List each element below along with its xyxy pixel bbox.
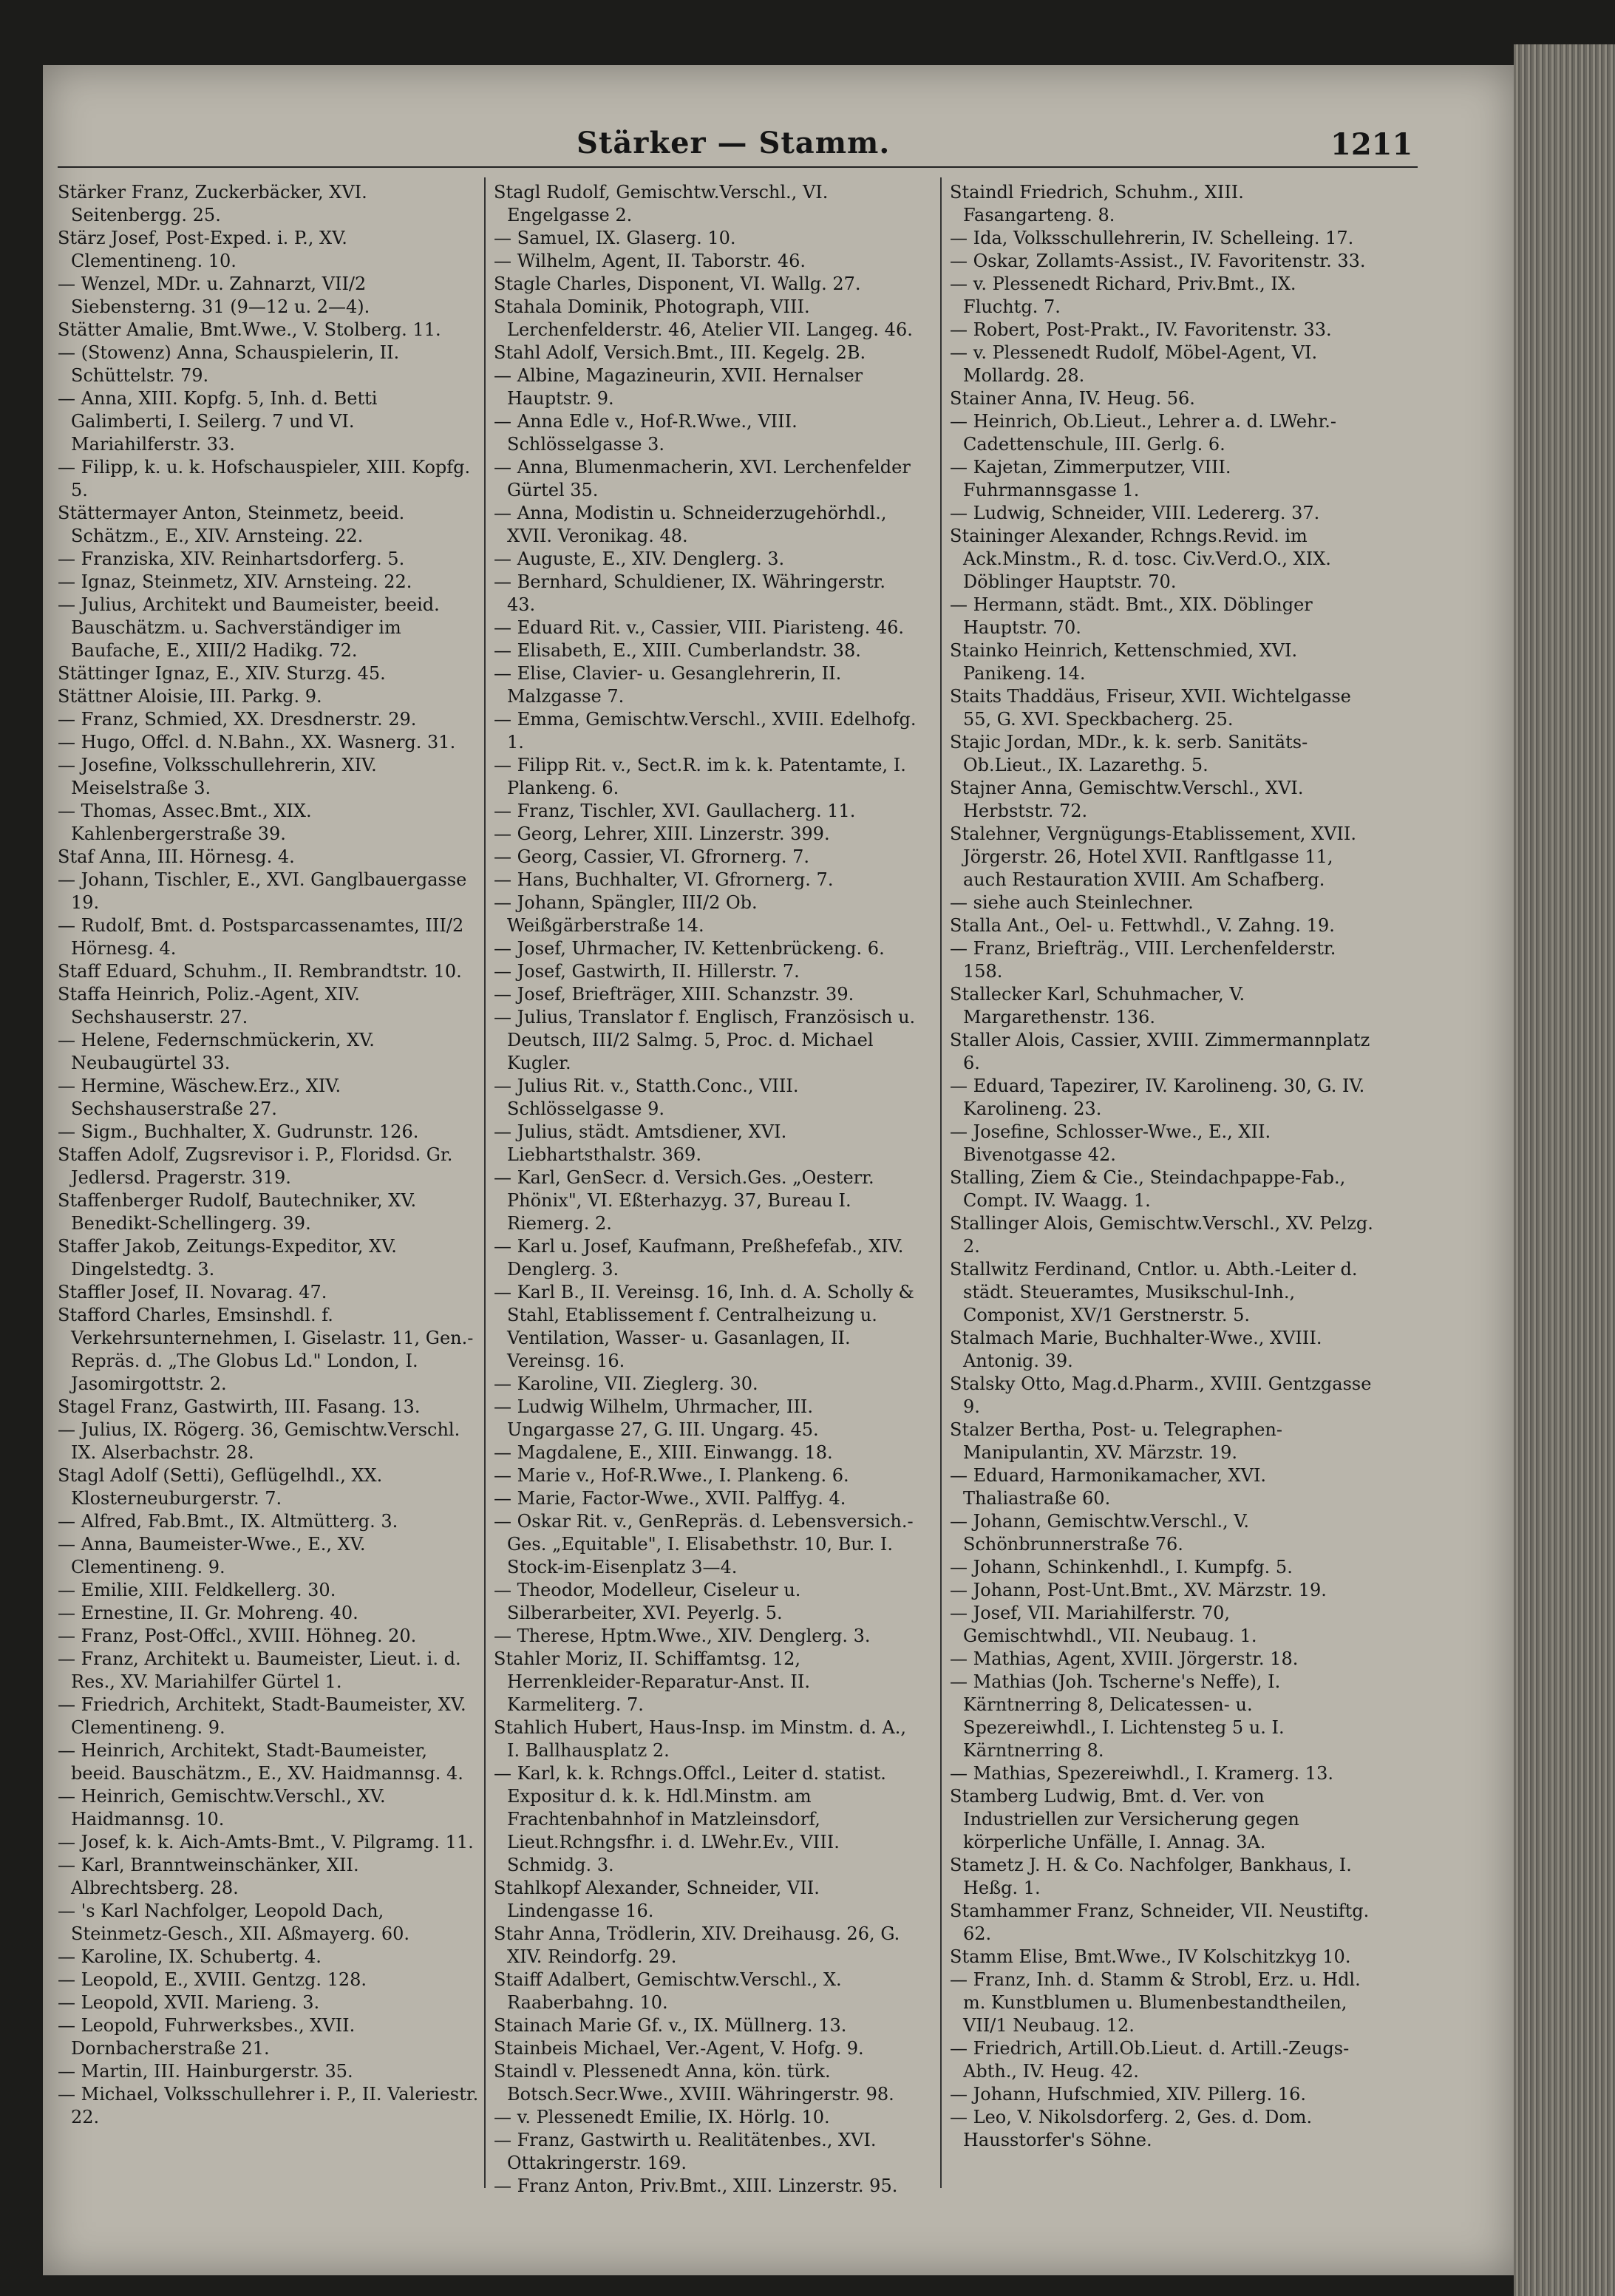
directory-entry: Staffenberger Rudolf, Bautechniker, XV. Benedikt-Schellingerg. 39.: [58, 1190, 417, 1234]
directory-entry: — Franz, Post-Offcl., XVIII. Höhneg. 20.: [58, 1626, 417, 1646]
directory-entry: — Franz, Tischler, XVI. Gaullacherg. 11.: [494, 801, 856, 821]
directory-entry: — Michael, Volksschullehrer i. P., II. Valeriestr. 22.: [58, 2084, 479, 2127]
directory-entry: Stajic Jordan, MDr., k. k. serb. Sanitäts-Ob.Lieut., IX. Lazarethg. 5.: [950, 732, 1308, 775]
directory-entry: — v. Plessenedt Richard, Priv.Bmt., IX. Fluchtg. 7.: [950, 274, 1296, 317]
directory-entry: — Georg, Lehrer, XIII. Linzerstr. 399.: [494, 823, 830, 844]
directory-entry: — Eduard, Harmonikamacher, XVI. Thaliastraße 60.: [950, 1465, 1267, 1509]
directory-entry: Stättermayer Anton, Steinmetz, beeid. Schätzm., E., XIV. Arnsteing. 22.: [58, 503, 405, 546]
directory-entry: Stamberg Ludwig, Bmt. d. Ver. von Industriellen zur Versicherung gegen körperliche Unfälle, I. Annag. 3A.: [950, 1786, 1299, 1852]
directory-entry: — Leopold, XVII. Marieng. 3.: [58, 1992, 320, 2013]
directory-entry: — Hugo, Offcl. d. N.Bahn., XX. Wasnerg. 31.: [58, 732, 456, 753]
directory-entry: — Karoline, VII. Zieglerg. 30.: [494, 1373, 758, 1394]
directory-entry: Stallecker Karl, Schuhmacher, V. Margarethenstr. 136.: [950, 984, 1245, 1028]
directory-entry: — Robert, Post-Prakt., IV. Favoritenstr. 33.: [950, 319, 1332, 340]
directory-entry: Stärker Franz, Zuckerbäcker, XVI. Seitenbergg. 25.: [58, 182, 367, 225]
book-page-edges: [1514, 44, 1615, 2296]
directory-entry: — Johann, Spängler, III/2 Ob. Weißgärberstraße 14.: [494, 892, 758, 936]
directory-entry: — Oskar Rit. v., GenRepräs. d. Lebensversich.-Ges. „Equitable", I. Elisabethstr. 10, Bur. I. Stock-im-Eisenplatz 3—4.: [494, 1511, 914, 1577]
directory-entry: — siehe auch Steinlechner.: [950, 892, 1194, 913]
directory-entry: — Samuel, IX. Glaserg. 10.: [494, 228, 736, 248]
directory-entry: — Hermine, Wäschew.Erz., XIV. Sechshauserstraße 27.: [58, 1076, 341, 1119]
directory-entry: Staindl Friedrich, Schuhm., XIII. Fasangarteng. 8.: [950, 182, 1244, 225]
directory-entry: Stahler Moriz, II. Schiffamtsg. 12, Herrenkleider-Reparatur-Anst. II. Karmeliterg. 7.: [494, 1648, 810, 1715]
directory-entry: — Leopold, Fuhrwerksbes., XVII. Dornbacherstraße 21.: [58, 2015, 356, 2059]
directory-entry: — Magdalene, E., XIII. Einwangg. 18.: [494, 1442, 833, 1463]
directory-entry: Stärz Josef, Post-Exped. i. P., XV. Clementineng. 10.: [58, 228, 347, 271]
directory-entry: — Karl u. Josef, Kaufmann, Preßhefefab., XIV. Denglerg. 3.: [494, 1236, 904, 1280]
directory-entry: — Friedrich, Architekt, Stadt-Baumeister, XV. Clementineng. 9.: [58, 1694, 466, 1738]
directory-entry: — Bernhard, Schuldiener, IX. Währingerstr. 43.: [494, 571, 885, 615]
directory-entry: Staffa Heinrich, Poliz.-Agent, XIV. Sechshauserstr. 27.: [58, 984, 360, 1028]
directory-entry: — Mathias, Agent, XVIII. Jörgerstr. 18.: [950, 1648, 1299, 1669]
directory-column-2: [494, 181, 919, 2198]
directory-entry: Staf Anna, III. Hörnesg. 4.: [58, 846, 295, 867]
directory-entry: Staffen Adolf, Zugsrevisor i. P., Floridsd. Gr. Jedlersd. Pragerstr. 319.: [58, 1144, 453, 1188]
directory-entry: — Franz, Gastwirth u. Realitätenbes., XVI. Ottakringerstr. 169.: [494, 2130, 877, 2173]
directory-column-1: [58, 181, 483, 2129]
directory-entry: — Leopold, E., XVIII. Gentzg. 128.: [58, 1969, 367, 1990]
directory-entry: — Franz, Schmied, XX. Dresdnerstr. 29.: [58, 709, 417, 730]
directory-entry: — Mathias, Spezereiwhdl., I. Kramerg. 13.: [950, 1763, 1333, 1784]
directory-entry: — Martin, III. Hainburgerstr. 35.: [58, 2061, 353, 2082]
directory-entry: — Alfred, Fab.Bmt., IX. Altmütterg. 3.: [58, 1511, 398, 1532]
directory-entry: Staits Thaddäus, Friseur, XVII. Wichtelgasse 55, G. XVI. Speckbacherg. 25.: [950, 686, 1351, 730]
directory-entry: Stalmach Marie, Buchhalter-Wwe., XVIII. Antonig. 39.: [950, 1328, 1322, 1371]
directory-entry: — Theodor, Modelleur, Ciseleur u. Silberarbeiter, XVI. Peyerlg. 5.: [494, 1580, 801, 1623]
directory-entry: — Karl B., II. Vereinsg. 16, Inh. d. A. Scholly & Stahl, Etablissement f. Centralheizung u. Ventilation, Wasser- u. Gasanlagen, II. Vereinsg. 16.: [494, 1282, 914, 1371]
column-separator: [484, 177, 486, 2188]
directory-entry: — Josef, VII. Mariahilferstr. 70, Gemischtwhdl., VII. Neubaug. 1.: [950, 1603, 1257, 1646]
directory-entry: — Kajetan, Zimmerputzer, VIII. Fuhrmannsgasse 1.: [950, 457, 1231, 500]
directory-entry: Stamm Elise, Bmt.Wwe., IV Kolschitzkyg 10.: [950, 1946, 1351, 1967]
directory-entry: Stagl Rudolf, Gemischtw.Verschl., VI. Engelgasse 2.: [494, 182, 829, 225]
directory-entry: — Wenzel, MDr. u. Zahnarzt, VII/2 Siebensterng. 31 (9—12 u. 2—4).: [58, 274, 370, 317]
directory-entry: — Johann, Hufschmied, XIV. Pillerg. 16.: [950, 2084, 1306, 2105]
directory-entry: Staff Eduard, Schuhm., II. Rembrandtstr. 10.: [58, 961, 462, 982]
directory-entry: — Georg, Cassier, VI. Gfrornerg. 7.: [494, 846, 809, 867]
directory-entry: — Filipp Rit. v., Sect.R. im k. k. Patentamte, I. Plankeng. 6.: [494, 755, 906, 798]
directory-entry: — v. Plessenedt Rudolf, Möbel-Agent, VI. Mollardg. 28.: [950, 342, 1318, 386]
directory-entry: Stahlich Hubert, Haus-Insp. im Minstm. d. A., I. Ballhausplatz 2.: [494, 1717, 907, 1761]
directory-entry: — Franz, Inh. d. Stamm & Strobl, Erz. u. Hdl. m. Kunstblumen u. Blumenbestandtheilen, VII/1 Neubaug. 12.: [950, 1969, 1361, 2036]
directory-column-3: [950, 181, 1375, 2152]
directory-entry: — Franz, Briefträg., VIII. Lerchenfelderstr. 158.: [950, 938, 1336, 982]
directory-entry: Stainbeis Michael, Ver.-Agent, V. Hofg. 9.: [494, 2038, 864, 2059]
page-number: 1211: [1330, 127, 1413, 162]
directory-entry: — Rudolf, Bmt. d. Postsparcassenamtes, III/2 Hörnesg. 4.: [58, 915, 464, 959]
directory-entry: — Heinrich, Gemischtw.Verschl., XV. Haidmannsg. 10.: [58, 1786, 386, 1830]
directory-entry: Stallinger Alois, Gemischtw.Verschl., XV. Pelzg. 2.: [950, 1213, 1373, 1257]
directory-entry: — v. Plessenedt Emilie, IX. Hörlg. 10.: [494, 2107, 830, 2127]
directory-entry: — Eduard, Tapezirer, IV. Karolineng. 30, G. IV. Karolineng. 23.: [950, 1076, 1365, 1119]
directory-entry: — Karl, Branntweinschänker, XII. Albrechtsberg. 28.: [58, 1855, 359, 1898]
directory-entry: — Leo, V. Nikolsdorferg. 2, Ges. d. Dom. Hausstorfer's Söhne.: [950, 2107, 1313, 2150]
directory-entry: — 's Karl Nachfolger, Leopold Dach, Steinmetz-Gesch., XII. Aßmayerg. 60.: [58, 1901, 410, 1944]
directory-entry: — Oskar, Zollamts-Assist., IV. Favoritenstr. 33.: [950, 251, 1366, 271]
directory-entry: — Ludwig, Schneider, VIII. Ledererg. 37.: [950, 503, 1320, 523]
directory-entry: Staller Alois, Cassier, XVIII. Zimmermannplatz 6.: [950, 1030, 1370, 1073]
directory-entry: — Hermann, städt. Bmt., XIX. Döblinger Hauptstr. 70.: [950, 594, 1313, 638]
directory-entry: — Emilie, XIII. Feldkellerg. 30.: [58, 1580, 336, 1600]
directory-entry: Staffler Josef, II. Novarag. 47.: [58, 1282, 327, 1302]
directory-entry: — Julius, IX. Rögerg. 36, Gemischtw.Verschl. IX. Alserbachstr. 28.: [58, 1419, 460, 1463]
directory-entry: — Albine, Magazineurin, XVII. Hernalser Hauptstr. 9.: [494, 365, 863, 409]
directory-entry: Staindl v. Plessenedt Anna, kön. türk. Botsch.Secr.Wwe., XVIII. Währingerstr. 98.: [494, 2061, 894, 2105]
directory-entry: Stagl Adolf (Setti), Geflügelhdl., XX. Klosterneuburgerstr. 7.: [58, 1465, 383, 1509]
directory-entry: Stalsky Otto, Mag.d.Pharm., XVIII. Gentzgasse 9.: [950, 1373, 1372, 1417]
directory-entry: — Josef, Briefträger, XIII. Schanzstr. 39.: [494, 984, 854, 1005]
directory-entry: — Emma, Gemischtw.Verschl., XVIII. Edelhofg. 1.: [494, 709, 917, 753]
directory-entry: — Heinrich, Ob.Lieut., Lehrer a. d. LWehr.-Cadettenschule, III. Gerlg. 6.: [950, 411, 1337, 455]
directory-entry: — Eduard Rit. v., Cassier, VIII. Piaristeng. 46.: [494, 617, 904, 638]
directory-entry: — Marie v., Hof-R.Wwe., I. Plankeng. 6.: [494, 1465, 849, 1486]
directory-entry: — Mathias (Joh. Tscherne's Neffe), I. Kärntnerring 8, Delicatessen- u. Spezereiwhdl., I. Lichtensteg 5 u. I. Kärntnerring 8.: [950, 1671, 1285, 1761]
directory-entry: — Ludwig Wilhelm, Uhrmacher, III. Ungargasse 27, G. III. Ungarg. 45.: [494, 1396, 819, 1440]
header-rule: [58, 166, 1418, 168]
directory-entry: — Josef, k. k. Aich-Amts-Bmt., V. Pilgramg. 11.: [58, 1832, 474, 1852]
directory-entry: — (Stowenz) Anna, Schauspielerin, II. Schüttelstr. 79.: [58, 342, 400, 386]
directory-entry: — Therese, Hptm.Wwe., XIV. Denglerg. 3.: [494, 1626, 871, 1646]
directory-entry: — Julius, Translator f. Englisch, Französisch u. Deutsch, III/2 Salmg. 5, Proc. d. Michael Kugler.: [494, 1007, 916, 1073]
directory-entry: Stamhammer Franz, Schneider, VII. Neustiftg. 62.: [950, 1901, 1370, 1944]
directory-entry: — Johann, Gemischtw.Verschl., V. Schönbrunnerstraße 76.: [950, 1511, 1249, 1555]
directory-entry: — Josefine, Schlosser-Wwe., E., XII. Bivenotgasse 42.: [950, 1121, 1271, 1165]
directory-entry: Stättner Aloisie, III. Parkg. 9.: [58, 686, 322, 707]
directory-entry: — Johann, Post-Unt.Bmt., XV. Märzstr. 19.: [950, 1580, 1327, 1600]
directory-entry: — Thomas, Assec.Bmt., XIX. Kahlenbergerstraße 39.: [58, 801, 312, 844]
directory-entry: Stainer Anna, IV. Heug. 56.: [950, 388, 1195, 409]
directory-entry: — Julius Rit. v., Statth.Conc., VIII. Schlösselgasse 9.: [494, 1076, 799, 1119]
directory-entry: — Elise, Clavier- u. Gesanglehrerin, II. Malzgasse 7.: [494, 663, 842, 707]
directory-entry: Staiff Adalbert, Gemischtw.Verschl., X. Raaberbahng. 10.: [494, 1969, 842, 2013]
directory-entry: — Josef, Uhrmacher, IV. Kettenbrückeng. 6.: [494, 938, 885, 959]
directory-entry: — Anna, XIII. Kopfg. 5, Inh. d. Betti Galimberti, I. Seilerg. 7 und VI. Mariahilferstr. 33.: [58, 388, 378, 455]
directory-entry: Stahala Dominik, Photograph, VIII. Lerchenfelderstr. 46, Atelier VII. Langeg. 46.: [494, 296, 913, 340]
directory-entry: — Johann, Tischler, E., XVI. Ganglbauergasse 19.: [58, 869, 467, 913]
directory-entry: — Ernestine, II. Gr. Mohreng. 40.: [58, 1603, 358, 1623]
directory-entry: — Helene, Federnschmückerin, XV. Neubaugürtel 33.: [58, 1030, 375, 1073]
directory-entry: — Josef, Gastwirth, II. Hillerstr. 7.: [494, 961, 800, 982]
directory-entry: — Karl, k. k. Rchngs.Offcl., Leiter d. statist. Expositur d. k. k. Hdl.Minstm. am Frachtenbahnhof in Matzleinsdorf, Lieut.Rchngsfhr. i. d. LWehr.Ev., VIII. Schmidg. 3.: [494, 1763, 886, 1875]
directory-entry: — Ida, Volksschullehrerin, IV. Schelleing. 17.: [950, 228, 1354, 248]
directory-entry: Stametz J. H. & Co. Nachfolger, Bankhaus, I. Heßg. 1.: [950, 1855, 1352, 1898]
directory-entry: Stajner Anna, Gemischtw.Verschl., XVI. Herbststr. 72.: [950, 778, 1304, 821]
directory-entry: — Filipp, k. u. k. Hofschauspieler, XIII. Kopfg. 5.: [58, 457, 471, 500]
directory-entry: Stagel Franz, Gastwirth, III. Fasang. 13.: [58, 1396, 421, 1417]
directory-entry: — Elisabeth, E., XIII. Cumberlandstr. 38.: [494, 640, 861, 661]
directory-entry: — Johann, Schinkenhdl., I. Kumpfg. 5.: [950, 1557, 1293, 1577]
directory-entry: Stahr Anna, Trödlerin, XIV. Dreihausg. 26, G. XIV. Reindorfg. 29.: [494, 1923, 900, 1967]
directory-entry: — Hans, Buchhalter, VI. Gfrornerg. 7.: [494, 869, 834, 890]
directory-entry: Stahl Adolf, Versich.Bmt., III. Kegelg. 2B.: [494, 342, 866, 363]
directory-entry: Stahlkopf Alexander, Schneider, VII. Lindengasse 16.: [494, 1878, 820, 1921]
directory-entry: Stafford Charles, Emsinshdl. f. Verkehrsunternehmen, I. Giselastr. 11, Gen.-Repräs. d. „The Globus Ld." London, I. Jasomirgottstr. 2.: [58, 1305, 474, 1394]
directory-entry: — Wilhelm, Agent, II. Taborstr. 46.: [494, 251, 806, 271]
directory-entry: — Julius, städt. Amtsdiener, XVI. Liebhartsthalstr. 369.: [494, 1121, 787, 1165]
directory-entry: Stainach Marie Gf. v., IX. Müllnerg. 13.: [494, 2015, 847, 2036]
directory-entry: Stagle Charles, Disponent, VI. Wallg. 27.: [494, 274, 861, 294]
directory-entry: — Franz, Architekt u. Baumeister, Lieut. i. d. Res., XV. Mariahilfer Gürtel 1.: [58, 1648, 461, 1692]
directory-entry: — Franziska, XIV. Reinhartsdorferg. 5.: [58, 548, 405, 569]
directory-entry: — Friedrich, Artill.Ob.Lieut. d. Artill.-Zeugs-Abth., IV. Heug. 42.: [950, 2038, 1350, 2082]
directory-entry: Stalla Ant., Oel- u. Fettwhdl., V. Zahng. 19.: [950, 915, 1335, 936]
directory-entry: Staininger Alexander, Rchngs.Revid. im Ack.Minstm., R. d. tosc. Civ.Verd.O., XIX. Döblinger Hauptstr. 70.: [950, 526, 1331, 592]
directory-entry: — Julius, Architekt und Baumeister, beeid. Bauschätzm. u. Sachverständiger im Baufache, E., XIII/2 Hadikg. 72.: [58, 594, 440, 661]
directory-entry: — Auguste, E., XIV. Denglerg. 3.: [494, 548, 785, 569]
directory-entry: — Franz Anton, Priv.Bmt., XIII. Linzerstr. 95.: [494, 2176, 898, 2196]
directory-entry: Stalehner, Vergnügungs-Etablissement, XVII. Jörgerstr. 26, Hotel XVII. Ranftlgasse 11, auch Restauration XVIII. Am Schafberg.: [950, 823, 1356, 890]
directory-entry: Stätter Amalie, Bmt.Wwe., V. Stolberg. 11.: [58, 319, 441, 340]
directory-entry: — Marie, Factor-Wwe., XVII. Palffyg. 4.: [494, 1488, 846, 1509]
directory-entry: Stättinger Ignaz, E., XIV. Sturzg. 45.: [58, 663, 386, 684]
directory-entry: — Heinrich, Architekt, Stadt-Baumeister, beeid. Bauschätzm., E., XV. Haidmannsg. 4.: [58, 1740, 463, 1784]
directory-entry: — Anna, Blumenmacherin, XVI. Lerchenfelder Gürtel 35.: [494, 457, 911, 500]
directory-entry: Stallwitz Ferdinand, Cntlor. u. Abth.-Leiter d. städt. Steueramtes, Musikschul-Inh., Componist, XV/1 Gerstnerstr. 5.: [950, 1259, 1358, 1325]
directory-entry: — Karl, GenSecr. d. Versich.Ges. „Oesterr. Phönix", VI. Eßterhazyg. 37, Bureau I. Riemerg. 2.: [494, 1167, 874, 1234]
directory-entry: Stalling, Ziem & Cie., Steindachpappe-Fab., Compt. IV. Waagg. 1.: [950, 1167, 1346, 1211]
directory-entry: — Ignaz, Steinmetz, XIV. Arnsteing. 22.: [58, 571, 412, 592]
directory-entry: — Sigm., Buchhalter, X. Gudrunstr. 126.: [58, 1121, 419, 1142]
directory-entry: — Karoline, IX. Schubertg. 4.: [58, 1946, 322, 1967]
directory-entry: — Anna, Modistin u. Schneiderzugehörhdl., XVII. Veronikag. 48.: [494, 503, 887, 546]
running-head: Stärker — Stamm.: [577, 126, 891, 160]
directory-entry: — Josefine, Volksschullehrerin, XIV. Meiselstraße 3.: [58, 755, 377, 798]
column-separator: [940, 177, 942, 2188]
directory-entry: — Anna Edle v., Hof-R.Wwe., VIII. Schlösselgasse 3.: [494, 411, 798, 455]
directory-entry: — Anna, Baumeister-Wwe., E., XV. Clementineng. 9.: [58, 1534, 366, 1577]
directory-entry: Staffer Jakob, Zeitungs-Expeditor, XV. Dingelstedtg. 3.: [58, 1236, 397, 1280]
directory-entry: Stalzer Bertha, Post- u. Telegraphen-Manipulantin, XV. Märzstr. 19.: [950, 1419, 1282, 1463]
directory-entry: Stainko Heinrich, Kettenschmied, XVI. Panikeng. 14.: [950, 640, 1298, 684]
